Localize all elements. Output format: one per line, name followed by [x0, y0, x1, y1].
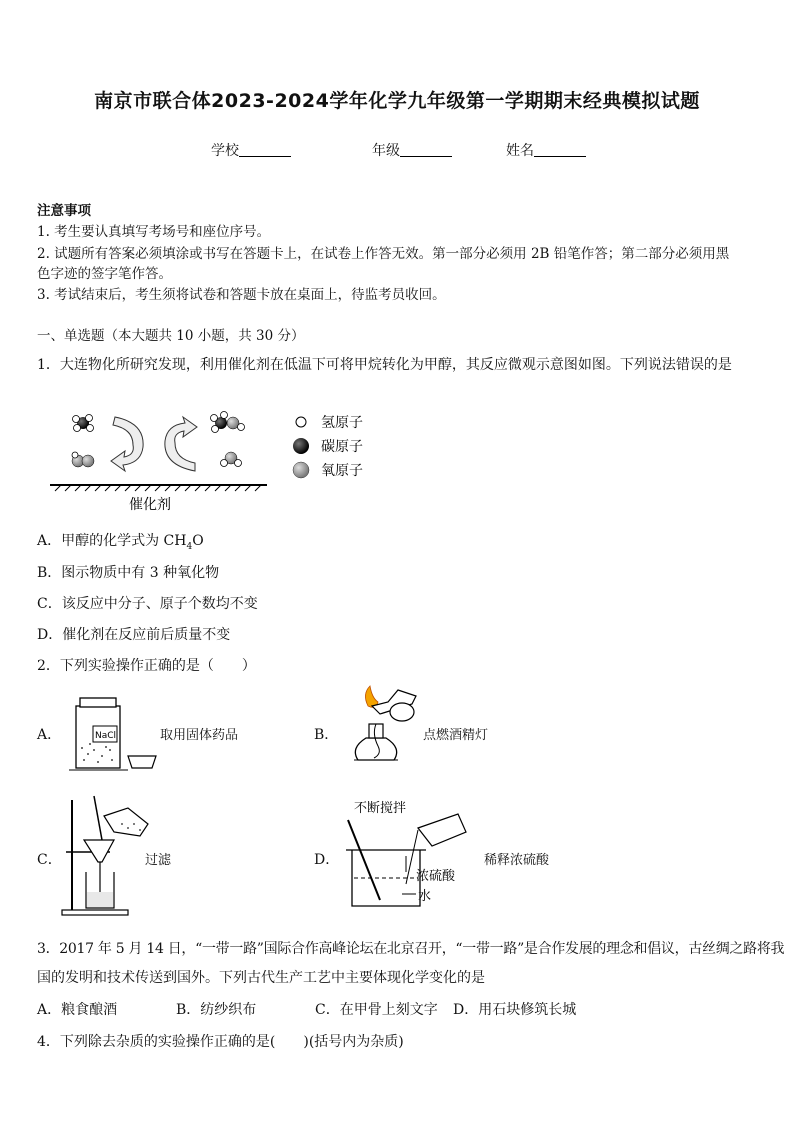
school-label: 学校	[211, 143, 239, 159]
annotation-water: 水	[418, 889, 432, 904]
q2-solid-jar-figure	[64, 692, 164, 774]
name-blank	[534, 143, 586, 157]
notice-item-1: 1. 考生要认真填写考场号和座位序号。	[37, 224, 271, 240]
q3-option-c: C．在甲骨上刻文字	[315, 1002, 438, 1018]
hydrogen-atom-icon	[296, 417, 306, 427]
grade-field	[372, 140, 452, 160]
q2-option-c-letter: C．	[37, 852, 62, 868]
q3-option-b: B．纺纱织布	[176, 1002, 257, 1018]
q1-option-a: A．甲醇的化学式为 $CH_4O$	[37, 533, 204, 552]
q1-stem: 1．大连物化所研究发现，利用催化剂在低温下可将甲烷转化为甲醇，其反应微观示意图如图。下列说法错误的是	[37, 357, 732, 373]
page-title: 南京市联合体2023-2024学年化学九年级第一学期期末经典模拟试题	[94, 90, 700, 112]
flame-icon	[365, 686, 378, 707]
q3-option-a: A．粮食酿酒	[37, 1002, 118, 1018]
curved-arrow-left-icon	[111, 417, 143, 471]
annotation-stir: 不断搅拌	[354, 801, 407, 816]
q2-option-b-label: 点燃酒精灯	[423, 728, 489, 743]
methane-molecule-icon	[73, 415, 94, 432]
q1-option-b: B．图示物质中有 3 种氧化物	[37, 565, 220, 581]
curved-arrow-right-icon	[165, 417, 197, 471]
name-field	[506, 140, 586, 160]
q2-dilution-figure	[340, 796, 480, 914]
grade-blank	[400, 143, 452, 157]
oxygen-molecule-icon	[72, 452, 94, 467]
jar-label-nacl: NaCl	[95, 731, 117, 741]
q3-stem-line2: 国的发明和技术传送到国外。下列古代生产工艺中主要体现化学变化的是	[37, 970, 485, 986]
q1-reaction-diagram	[45, 405, 385, 515]
notice-item-2-cont: 色字迹的签字笔作答。	[37, 266, 172, 282]
q2-option-d-label: 稀释浓硫酸	[484, 853, 550, 868]
q4-stem: 4．下列除去杂质的实验操作正确的是( )(括号内为杂质)	[37, 1034, 404, 1050]
notice-item-3: 3. 考试结束后，考生须将试卷和答题卡放在桌面上，待监考员收回。	[37, 287, 446, 303]
name-label: 姓名	[506, 143, 534, 159]
q2-option-c-label: 过滤	[145, 853, 172, 868]
annotation-acid: 浓硫酸	[416, 869, 456, 884]
notice-item-2: 2. 试题所有答案必须填涂或书写在答题卡上，在试卷上作答无效。第一部分必须用 2B 铅笔作答；第二部分必须用黑	[37, 246, 730, 262]
q2-option-a-label: 取用固体药品	[160, 728, 239, 743]
q1-option-c: C．该反应中分子、原子个数均不变	[37, 596, 258, 612]
q1-option-d: D．催化剂在反应前后质量不变	[37, 627, 231, 643]
legend-carbon: 碳原子	[321, 439, 363, 455]
methanol-molecule-icon	[211, 412, 245, 433]
q2-filtration-figure	[58, 794, 158, 920]
q2-stem: 2．下列实验操作正确的是（ ）	[37, 658, 256, 674]
section-heading: 一、单选题（本大题共 10 小题，共 30 分）	[37, 328, 305, 344]
school-blank	[239, 143, 291, 157]
catalyst-label: 催化剂	[129, 497, 171, 513]
q3-option-d: D．用石块修筑长城	[453, 1002, 577, 1018]
legend-oxygen: 氧原子	[321, 463, 363, 479]
q2-alcohol-lamp-figure	[336, 684, 426, 776]
q2-option-d-letter: D．	[314, 852, 340, 868]
school-field	[211, 140, 291, 160]
q2-option-b-letter: B．	[314, 727, 339, 743]
q2-option-a-letter: A．	[37, 727, 62, 743]
q3-stem-line1: 3．2017 年 5 月 14 日，“一带一路”国际合作高峰论坛在北京召开，“一带一路”是合作发展的理念和倡议，古丝绸之路将我	[37, 941, 785, 957]
oxygen-atom-icon	[293, 462, 309, 478]
notice-heading: 注意事项	[37, 203, 91, 219]
grade-label: 年级	[372, 143, 400, 159]
water-molecule-icon	[221, 452, 242, 467]
legend-hydrogen: 氢原子	[321, 415, 363, 431]
carbon-atom-icon	[293, 438, 309, 454]
